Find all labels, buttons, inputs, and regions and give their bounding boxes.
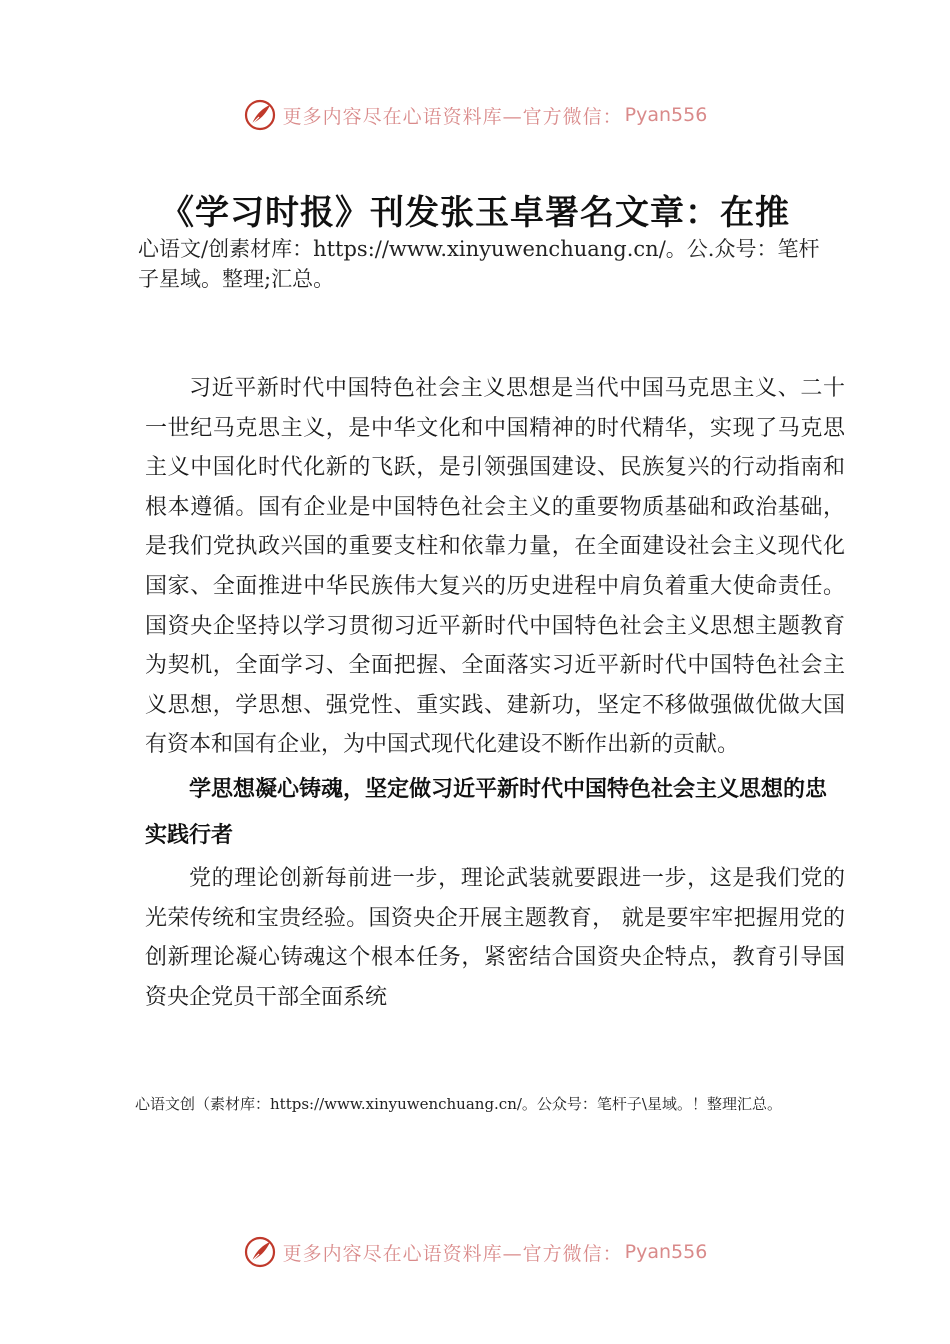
banner-text: 更多内容尽在心语资料库—官方微信：: [282, 1242, 623, 1265]
source-note-top: 心语文/创素材库：https://www.xinyuwenchuang.cn/。公.众号：笔杆子星域。整理;汇总。: [138, 237, 820, 291]
body-paragraph: 习近平新时代中国特色社会主义思想是当代中国马克思主义、二十一世纪马克思主义，是中华文化和中国精神的时代精华，实现了马克思主义中国化时代化新的飞跃，是引领强国建设、民族复兴的行动指南和根本遵循。国有企业是中国特色社会主义的重要物质基础和政治基础，是我们党执政兴国的重要支柱和依靠力量，在全面建设社会主义现代化国家、全面推进中华民族伟大复兴的历史进程中肩负着重大使命责任。国资央企坚持以学习贯彻习近平新时代中国特色社会主义思想主题教育为契机，全面学习、全面把握、全面落实习近平新时代中国特色社会主义思想，学思想、强党性、重实践、建新功，坚定不移做强做优做大国有资本和国有企业，为中国式现代化建设不断作出新的贡献。: [145, 376, 845, 758]
section-heading: 学思想凝心铸魂，坚定做习近平新时代中国特色社会主义思想的忠实践行者: [145, 776, 828, 848]
document-body: [145, 369, 845, 1017]
footer-watermark-banner: [0, 1232, 950, 1272]
quill-logo-icon: [243, 1235, 277, 1269]
quill-logo-icon: [243, 98, 277, 132]
header-watermark-banner: [0, 95, 950, 135]
source-note-bottom: 心语文创（素材库：https://www.xinyuwenchuang.cn/。公众号：笔杆子\星域。！整理汇总。: [135, 1095, 782, 1113]
banner-wechat-id: Pyan556: [624, 104, 708, 126]
document-title: 《学习时报》刊发张玉卓署名文章：在推: [160, 193, 790, 233]
body-paragraph: 党的理论创新每前进一步，理论武装就要跟进一步，这是我们党的光荣传统和宝贵经验。国资央企开展主题教育， 就是要牢牢把握用党的创新理论凝心铸魂这个根本任务，紧密结合国资央企特点，教育引导国资央企党员干部全面系统: [145, 865, 845, 1010]
banner-text: 更多内容尽在心语资料库—官方微信：: [282, 105, 623, 128]
banner-wechat-id: Pyan556: [624, 1241, 708, 1263]
